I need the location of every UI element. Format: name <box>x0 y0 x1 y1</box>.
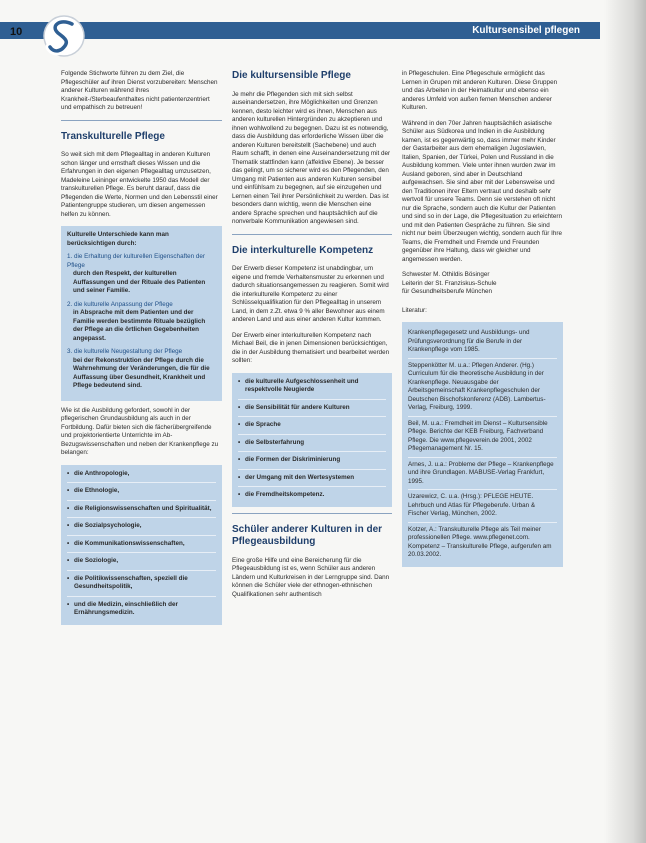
bullet-item: • die Selbsterfahrung <box>238 439 386 453</box>
bullet-item: • die Formen der Diskriminierung <box>238 456 386 470</box>
divider <box>61 120 222 121</box>
bullet-item: • die Sozialpsychologie, <box>67 522 216 536</box>
literature-item: Arnes, J. u.a.: Probleme der Pflege – Krankenpflege und ihre Grundlagen. MABUSE-Verlag Frankfurt, 1995. <box>408 458 557 491</box>
list-item-label: 2. die kulturelle Anpassung der Pflege <box>67 300 173 308</box>
list-item-label: 1. die Erhaltung der kulturellen Eigenschaften der Pflege <box>67 253 205 269</box>
kultursensible-paragraph: Je mehr die Pflegenden sich mit sich selbst auseinandersetzen, ihre Möglichkeiten und Grenzen kennen, desto leichter wird es ihnen, Menschen aus anderen kulturellen Hintergründen zu akzeptieren und ihnen wohlwollend zu begegnen. Dazu ist es notwendig, dass die Ausbildung das erforderliche Wissen über die anderen Kulturen bereitstellt (Sachebene) und auch Raum schafft, in denen eine Auseinandersetzung mit der Thematik stattfinden kann (affektive Ebene). Je besser das gelingt, um so sicherer wird es den Pflegenden, den Umgang mit Patienten aus anderen Kulturen sensibel und einfühlsam zu begegnen, auf sie einzugehen und Lernen einen Teil ihrer Persönlichkeit zu werden. Das ist besonders dann wichtig, wenn die Menschen eine andere Sprache sprechen und hauptsächlich auf die nonverbale Kommunikation angewiesen sind. <box>232 90 391 225</box>
literature-item: Beil, M. u.a.: Fremdheit im Dienst – Kultursensible Pflege. Berichte der KEB Freiburg, Fachverband Pflege. Die www.pflegeverein.de 2001, 2002 Pflegemanagement Nr. 15. <box>408 417 557 458</box>
header-title: Kultursensibel pflegen <box>472 25 580 36</box>
literature-item: Krankenpflegegesetz und Ausbildungs- und Prüfungsverordnung für die Berufe in der Krankenpflege vom 1985. <box>408 326 557 359</box>
subject-bullet-list <box>61 465 222 625</box>
list-item <box>67 253 216 296</box>
author-block: Schwester M. Othildis Bösinger Leiterin der St. Franziskus-Schule für Gesundheitsberufe München <box>402 271 497 295</box>
list-item <box>67 348 216 391</box>
kompetenz-paragraph-2: Der Erwerb einer interkulturellen Kompetenz nach Michael Beil, die in jenen Dimensionen berücksichtigen, die in der Ausbildung thematisiert und bearbeitet werden sollten: <box>232 331 390 364</box>
bullet-item: • die Politikwissenschaften, speziell die Gesundheitspolitik, <box>67 575 216 597</box>
bullet-item: • der Umgang mit den Wertesystemen <box>238 474 386 488</box>
intro-paragraph: Folgende Stichworte führen zu dem Ziel, die Pflegeschüler auf ihren Dienst vorzubereiten: Menschen anderer Kulturen während ihres Krankheit-/Sterbeaufenthaltes nicht patientenzentriert und empathisch zu betreuen! <box>61 70 218 111</box>
after-box-paragraph: Wie ist die Ausbildung gefordert, sowohl in der pflegerischen Grundausbildung als auch in der Fortbildung. Dafür bieten sich die fächerübergreifende und projektorientierte Unterrichte im Ab-Bezugswissenschaften und neben der Krankenpflege zu belangen: <box>61 406 219 456</box>
s-swirl-logo-icon <box>40 12 86 60</box>
info-box-intro: Kulturelle Unterschiede kann man berücksichtigen durch: <box>67 231 169 247</box>
bullet-item: • die Anthropologie, <box>67 470 216 484</box>
bullet-item: • die kulturelle Aufgeschlossenheit und respektvolle Neugierde <box>238 378 386 400</box>
heading-schueler-anderer-kulturen: Schüler anderer Kulturen in der Pflegeausbildung <box>232 523 383 547</box>
list-item-detail: bei der Rekonstruktion der Pflege durch die Wahrnehmung der Veränderungen, die für die Auffassung über Gesundheit, Krankheit und Pflege bedeutend sind. <box>73 356 210 389</box>
literature-item: Steppenkötter M. u.a.: Pflegen Anderer. (Hg.) Curriculum für die theoretische Ausbildung in der Krankenpflege. Neuausgabe der Arbeitsgemeinschaft Krankenpflegeschulen der Deutschen Bischofskonferenz (ADB). Lambertus-Verlag, Freiburg, 1999. <box>408 359 557 417</box>
schueler-paragraph: Eine große Hilfe und eine Bereicherung für die Pflegeausbildung ist es, wenn Schüler aus anderen Ländern und Kulturkreisen in der Lerngruppe sind. Dann können die Schüler viele der ethnogen-ethnischen Qualifikationen sehr authentisch <box>232 556 390 598</box>
page-number: 10 <box>10 26 23 38</box>
competence-bullet-list <box>232 373 392 507</box>
page-edge-shadow <box>604 0 646 843</box>
heading-kultursensible-pflege: Die kultursensible Pflege <box>232 70 351 81</box>
bullet-item: • und die Medizin, einschließlich der Ernährungsmedizin. <box>67 601 216 622</box>
list-item-detail: durch den Respekt, der kulturellen Auffassungen und der Rituale des Patienten und seiner Familie. <box>73 270 206 294</box>
list-item-label: 3. die kulturelle Neugestaltung der Pflege <box>67 348 183 355</box>
bullet-item: • die Soziologie, <box>67 557 216 571</box>
kompetenz-paragraph-1: Der Erwerb dieser Kompetenz ist unabdingbar, um eigene und fremde Verhaltensmuster zu erkennen und dadurch situationsangemessen zu reagieren. Somit wird die interkulturelle Kompetenz zu einer Schlüsselqualifikation für den Pflegealltag in unserem Land, in dem z.Zt. etwa 9 % aller Bewohner aus einem anderen Land und aus einer anderen Kultur kommen. <box>232 265 389 323</box>
info-box-list <box>67 253 216 391</box>
column-1 <box>61 70 222 625</box>
list-item <box>67 301 216 344</box>
transkulturelle-paragraph: So weit sich mit dem Pflegealltag in anderen Kulturen schon länger und ernsthaft dieses Wissen und die Erfahrungen in den eigenen Pflegealltag umzusetzen, Madeleine Leininger entwickelte 1950 das Modell der transkulturellen Pflege. Es beruht darauf, dass die Pflegenden die Werte, Normen und den Lebensstil einer Patientengruppe studieren, um diesen angemessen helfen zu können. <box>61 151 218 218</box>
divider <box>232 234 392 235</box>
list-item-detail: in Absprache mit dem Patienten und der Familie werden bestimmte Rituale bezüglich der Pflege an die örtlichen Gegebenheiten angepasst. <box>73 309 206 342</box>
info-box <box>61 226 222 401</box>
literature-heading: Literatur: <box>402 306 427 314</box>
literature-item: Kotzer, A.: Transkulturelle Pflege als Teil meiner professionellen Pflege. www.pflegenet.com. Kompetenz – Transkulturelle Pflege, aufgerufen am 20.03.2002. <box>408 525 552 558</box>
bullet-item: • die Sprache <box>238 421 386 435</box>
continued-paragraph: in Pflegeschulen. Eine Pflegeschule ermöglicht das Lernen in Grupen mit anderen Kulturen. Diese Gruppen und das Arbeiten in der Heimatkultur und ebenso ein anderes Umfeld von außen fernen Menschen anderer Kulturen. <box>402 70 558 111</box>
bullet-item: • die Religionswissenschaften und Spiritualität, <box>67 505 216 519</box>
schueler-history-paragraph: Während in den 70er Jahren hauptsächlich asiatische Schüler aus Südkorea und Indien in die Ausbildung kamen, ist es gegenwärtig so, dass immer mehr Kinder der Gastarbeiter aus dem ehemaligen Jugoslawien, Italien, Spanien, der Türkei, Polen und Russland in die Ausbildung kommen. Viele unter ihnen wurden zwar im Ausland geboren, sind aber in Deutschland aufgewachsen. Sie sind aber mit der Lebensweise und den Traditionen ihrer Eltern vertraut und deshalb sehr wertvoll für unsere Teams. Denn sie verstehen oft nicht nur die Sprache, sondern auch die Kultur der Patienten und sind so in der Lage, die Pflegesituation zu erleichtern und mit den Patienten Gespräche zu führen. Sie sind nicht nur beim Überzeugen wichtig, sondern auch für Ihre Teams, die Fremdheit und Fremde und Freunden gegenüber ihre Haltung, dass wir gleicher und angemessen werden. <box>402 119 562 263</box>
heading-interkulturelle-kompetenz: Die interkulturelle Kompetenz <box>232 244 374 256</box>
literature-item: Uzarewicz, C. u.a. (Hrsg.): PFLEGE HEUTE. Lehrbuch und Atlas für Pflegeberufe. Urban & Fischer Verlag, München, 2002. <box>408 490 557 523</box>
heading-transkulturelle-pflege: Transkulturelle Pflege <box>61 130 165 142</box>
bullet-item: • die Ethnologie, <box>67 487 216 501</box>
bullet-item: • die Sensibilität für andere Kulturen <box>238 404 386 418</box>
bullet-item: • die Fremdheitskompetenz. <box>238 491 386 504</box>
column-2 <box>232 70 392 606</box>
bullet-item: • die Kommunikationswissenschaften, <box>67 540 216 554</box>
literature-list <box>402 322 563 567</box>
column-3 <box>402 70 563 567</box>
divider <box>232 513 392 514</box>
